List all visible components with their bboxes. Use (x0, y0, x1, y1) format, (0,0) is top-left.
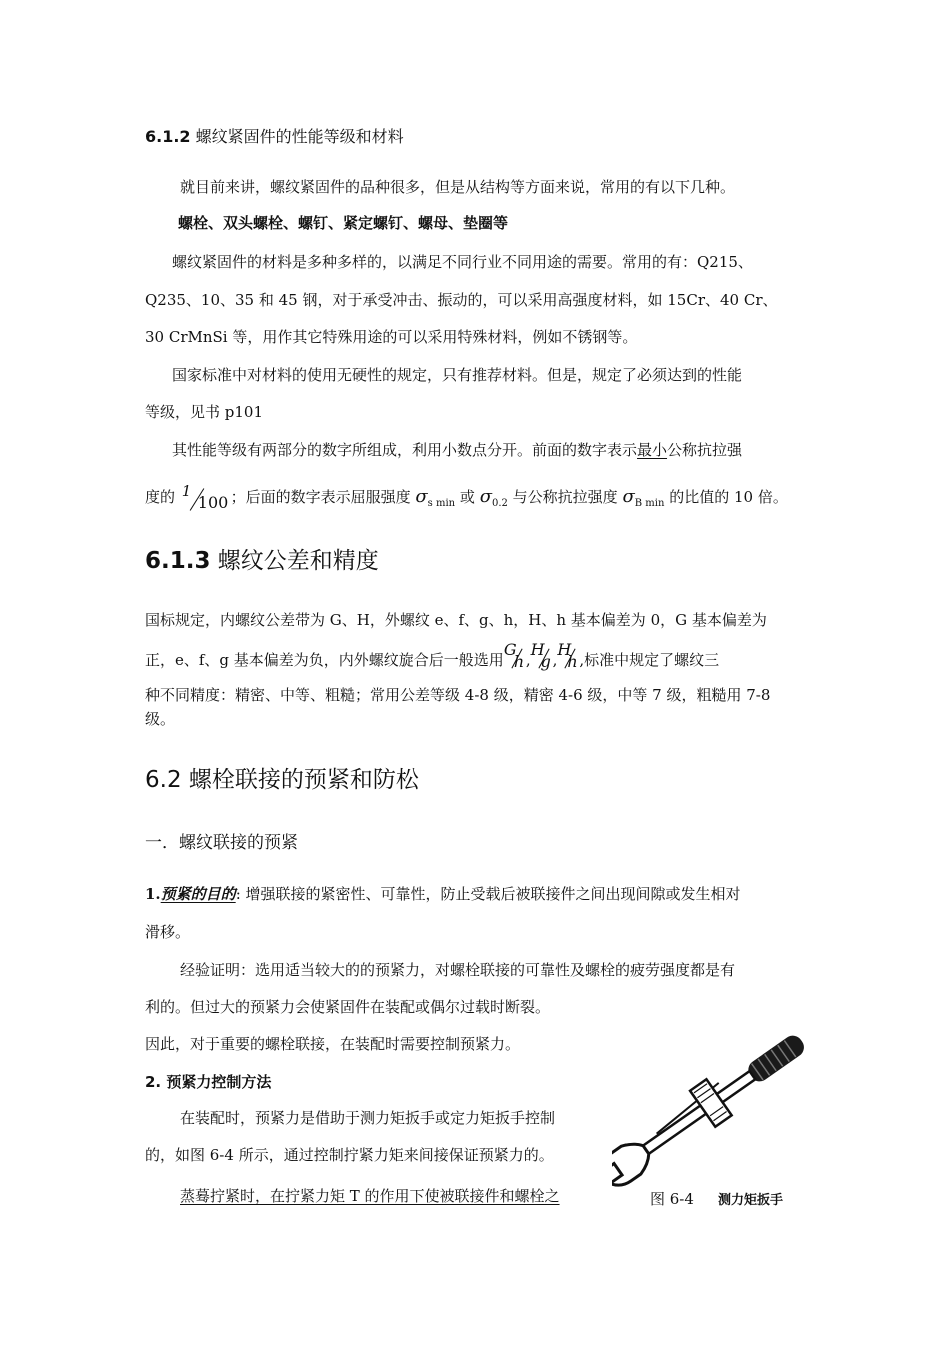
fit-numerator: H (530, 640, 545, 659)
fit-denominator: h (513, 652, 525, 671)
tolerance-line-3: 种不同精度：精密、中等、粗糙；常用公差等级 4-8 级，精密 4-6 级，中等 7 级，粗糙用 7-8 (145, 686, 771, 704)
control-method-heading: 2. 预紧力控制方法 (145, 1073, 272, 1091)
experience-line-1: 经验证明：选用适当较大的的预紧力，对螺栓联接的可靠性及螺栓的疲劳强度都是有 (180, 961, 736, 979)
therefore-line: 因此，对于重要的螺栓联接，在装配时需要控制预紧力。 (145, 1035, 521, 1053)
grade-text-c: 度的 (145, 488, 176, 506)
grade-text-a: 其性能等级有两部分的数字所组成，利用小数点分开。前面的数字表示 (172, 441, 638, 459)
fit-h-over-g (530, 640, 553, 674)
standard-line-1: 国家标准中对材料的使用无硬性的规定，只有推荐材料。但是，规定了必须达到的性能 (172, 366, 743, 384)
paragraph-intro: 就目前来讲，螺纹紧固件的品种很多，但是从结构等方面来说，常用的有以下几种。 (180, 178, 736, 196)
assembly-line-2: 的，如图 6-4 所示，通过控制拧紧力矩来间接保证预紧力的。 (145, 1146, 554, 1164)
caption-number: 图 6-4 (650, 1190, 694, 1208)
fraction-numerator: 1 (181, 482, 192, 500)
heading-text: 螺纹紧固件的性能等级和材料 (190, 127, 404, 146)
purpose-text: : 增强联接的紧密性、可靠性，防止受载后被联接件之间出现间隙或发生相对 (235, 885, 741, 903)
grade-text-f: 的比值的 10 倍。 (669, 488, 788, 506)
standard-line-2: 等级，见书 p101 (145, 403, 264, 421)
experience-line-2: 利的。但过大的预紧力会使紧固件在装配或偶尔过载时断裂。 (145, 998, 551, 1016)
subscript-02: 0.2 (491, 498, 508, 509)
sigma-symbol: σ (622, 486, 635, 507)
materials-line-2: Q235、10、35 和 45 钢，对于承受冲击、振动的，可以采用高强度材料，如 15Cr、40 Cr、 (145, 291, 778, 309)
fit-comma: , (552, 651, 558, 669)
grade-underline-min: 最小 (637, 441, 668, 459)
fit-g-over-h (503, 640, 526, 674)
section-heading-6-1-2 (145, 127, 810, 147)
fit-denominator: h (567, 652, 578, 671)
section-heading-6-1-3 (145, 546, 810, 576)
grade-line-1 (172, 440, 837, 460)
subsection-preload: 一．螺纹联接的预紧 (145, 833, 298, 853)
tolerance-text-a: 正，e、f、g 基本偏差为负，内外螺纹旋合后一般选用 (145, 651, 504, 669)
caption-name: 测力矩扳手 (717, 1193, 783, 1208)
sigma-symbol: σ (479, 486, 492, 507)
fastener-types: 螺栓、双头螺栓、螺钉、紧定螺钉、螺母、垫圈等 (178, 214, 509, 232)
grade-text-b: 公称抗拉强 (667, 441, 743, 459)
tolerance-line-2 (145, 640, 810, 674)
grade-text-e: 与公称抗拉强度 (512, 488, 618, 506)
fit-numerator: H (557, 640, 572, 659)
tolerance-text-b: ,标准中规定了螺纹三 (579, 651, 720, 669)
grade-text-d: ；后面的数字表示屈服强度 (230, 488, 411, 506)
torque-wrench-figure (612, 1015, 832, 1210)
grade-line-2 (145, 483, 810, 514)
fit-h-over-h (557, 640, 579, 674)
materials-line-3: 30 CrMnSi 等，用作其它特殊用途的可以采用特殊材料，例如不锈钢等。 (145, 328, 638, 346)
item-number: 1. (145, 885, 161, 903)
tolerance-line-4: 级。 (145, 710, 176, 728)
heading-number: 6.1.2 (145, 127, 191, 146)
materials-line-1: 螺纹紧固件的材料是多种多样的，以满足不同行业不同用途的需要。常用的有：Q215、 (172, 253, 753, 271)
assembly-line-1: 在装配时，预紧力是借助于测力矩扳手或定力矩扳手控制 (180, 1109, 556, 1127)
preload-purpose-line-1 (145, 884, 810, 904)
preload-purpose-line-2: 滑移。 (145, 923, 191, 941)
section-heading-6-2: 6.2 螺栓联接的预紧和防松 (145, 767, 419, 793)
tightening-line: 蒸蓦拧紧时，在拧紧力矩 T 的作用下使被联接件和螺栓之 (180, 1187, 560, 1205)
figure-caption (650, 1188, 783, 1209)
heading-text: 螺纹公差和精度 (210, 548, 379, 574)
fit-numerator: G (503, 640, 517, 659)
fraction-denominator: 100 (197, 493, 229, 512)
purpose-label: 预紧的目的 (160, 885, 236, 903)
fraction-one-hundredth (180, 482, 229, 513)
fit-comma: , (525, 651, 531, 669)
torque-wrench-icon (612, 1015, 832, 1195)
subscript-smin: s min (427, 498, 456, 509)
sigma-symbol: σ (415, 486, 428, 507)
subscript-bmin: B min (634, 498, 665, 509)
fit-denominator: g (540, 652, 551, 671)
grade-text-or: 或 (459, 488, 475, 506)
heading-number: 6.1.3 (145, 548, 211, 574)
tolerance-line-1: 国标规定，内螺纹公差带为 G、H，外螺纹 e、f、g、h，H、h 基本偏差为 0，G 基本偏差为 (145, 611, 767, 629)
